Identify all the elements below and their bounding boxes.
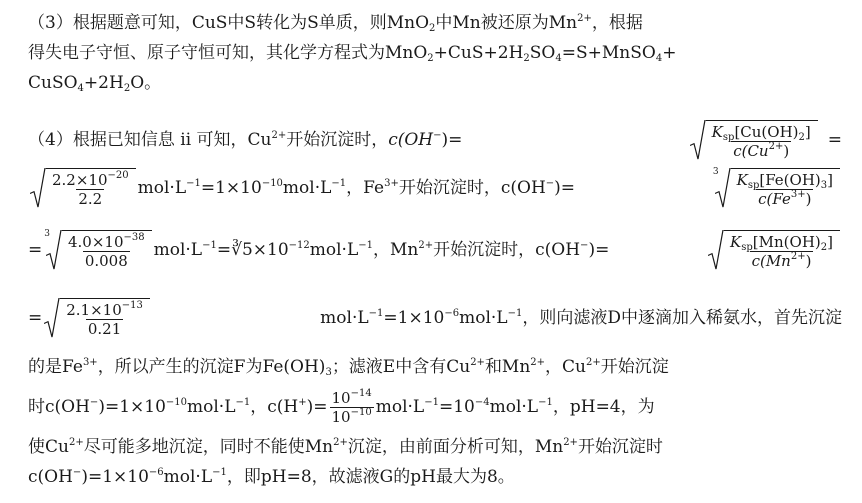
para4-line2: $\frac{2.2\times 10^{-20}}{2.2}$ $mol\cdot L^{-1}=1\times 10^{-10}mol\cdot L^{-1}$，$Fe^{3+}$开始沉淀时，c(OH−)= 3 $\frac{K_{sp}[Fe(OH)_3]}{c(Fe^{3+})}$	[28, 166, 842, 210]
cbrt-val-fe: $\frac{4.0\times 10^{-38}}{0.008}$	[46, 230, 152, 270]
cbrt-fe: $\frac{K_{sp}[Fe(OH)_3]}{c(Fe^{3+})}$	[715, 168, 840, 208]
frac-h: $\frac{10^{-14}}{10^{-10}}$	[331, 387, 372, 426]
para4-line8: $c(OH^-)=1\times 10^{-6}mol\cdot L^{-1}$，即pH=8，故滤液G的pH最大为8。	[28, 467, 515, 487]
para4-line7: 使$Cu^{2+}$尽可能多地沉淀，同时不能使$Mn^{2+}$沉淀，由前面分析可知，$Mn^{2+}$开始沉淀时	[28, 437, 663, 457]
para4-line5: 的是$Fe^{3+}$，所以产生的沉淀F为$Fe(OH)_3$；滤液E中含有$Cu^{2+}$和$Mn^{2+}$，$Cu^{2+}$开始沉淀	[28, 357, 669, 378]
para4-line1: （4）根据已知信息 ⅱ 可知，$Cu^{2+}$开始沉淀时，c(OH−)= $\frac{K_{sp}[Cu(OH)_2]}{c(Cu^{2+})}$ =	[28, 118, 842, 162]
sqrt-val-mn: $\frac{2.1\times 10^{-13}}{0.21}$	[44, 298, 150, 338]
para3-line3: $CuSO_4+2H_2O$。	[28, 73, 162, 94]
sqrt-val-cu: $\frac{2.2\times 10^{-20}}{2.2}$	[30, 168, 136, 208]
frac-ksp-cu: $\frac{K_{sp}[Cu(OH)_2]}{c(Cu^{2+})}$	[711, 123, 811, 160]
para3-line2: 得失电子守恒、原子守恒可知，其化学方程式为$MnO_2+CuS+2H_2SO_4=S+MnSO_4+$	[28, 43, 677, 64]
para4-line4: = $\frac{2.1\times 10^{-13}}{0.21}$ $mol\cdot L^{-1}=1\times 10^{-6}mol\cdot L^{-1}$，则向滤液D中逐滴加入稀氨水，首先沉淀	[28, 300, 842, 338]
para3-line1: （3）根据题意可知，CuS中S转化为S单质，则MnO$_2$中Mn被还原为$Mn^{2+}$，根据	[28, 13, 643, 34]
sqrt-mn: $\frac{K_{sp}[Mn(OH)_2]}{c(Mn^{2+})}$	[708, 230, 840, 270]
para4-line6: 时$c(OH^-)=1\times 10^{-10}mol\cdot L^{-1}$，c(H+)= $\frac{10^{-14}}{10^{-10}}$ $mol\cdot L^{-1}=10^{-4}mol\cdot L^{-1}$，pH=4，为	[28, 387, 655, 426]
para4-line3: = 3 $\frac{4.0\times 10^{-38}}{0.008}$ $mol\cdot L^{-1}=∛5\times 10^{-12}mol\cdot L^{-1}$，$Mn^{2+}$开始沉淀时，c(OH−)= $\frac{K_{sp}[Mn(OH)_2]}{c(Mn^{2+})}$	[28, 228, 842, 272]
sqrt-cu	[690, 120, 818, 160]
